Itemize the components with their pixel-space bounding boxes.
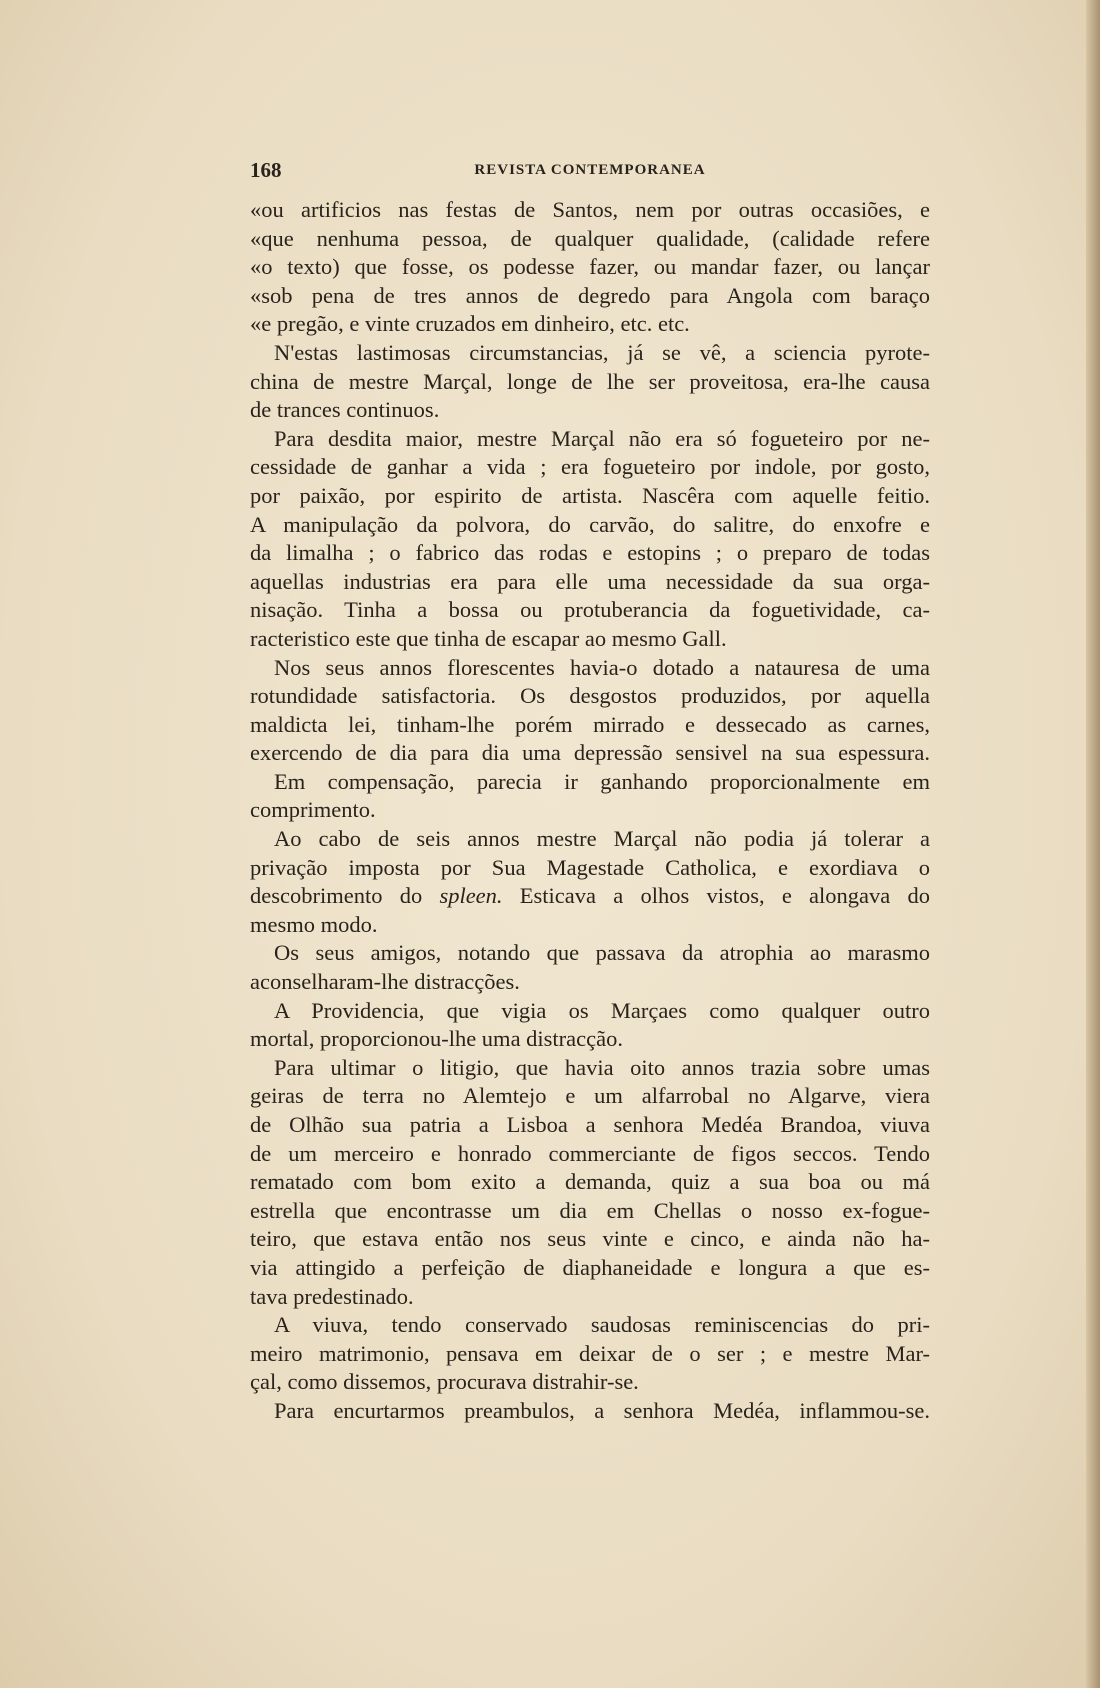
text-line: «o texto) que fosse, os podesse fazer, ou mandar fazer, ou lançar: [250, 254, 930, 280]
text-line: de trances continuos.: [250, 397, 440, 423]
text-line: maldicta lei, tinham-lhe porém mirrado e dessecado as carnes,: [250, 711, 930, 737]
text-line: de Olhão sua patria a Lisboa a senhora Medéa Brandoa, viuva: [250, 1112, 930, 1137]
text-line: çal, como dissemos, procurava distrahir-se.: [250, 1369, 639, 1395]
text-line: de um merceiro e honrado commerciante de figos seccos. Tendo: [250, 1140, 930, 1166]
text-line: Para ultimar o litigio, que havia oito annos trazia sobre umas: [274, 1054, 930, 1080]
text-line: racteristico este que tinha de escapar ao mesmo Gall.: [250, 625, 727, 651]
running-title: REVISTA CONTEMPORANEA: [474, 162, 706, 178]
text-line: «sob pena de tres annos de degredo para Angola com baraço: [250, 282, 930, 308]
text-line: exercendo de dia para dia uma depressão sensivel na sua espessura.: [250, 740, 930, 766]
text-line: tava predestinado.: [250, 1283, 414, 1309]
text-line: aconselharam-lhe distracções.: [250, 969, 520, 995]
text-line: aquellas industrias era para elle uma necessidade da sua orga-: [250, 568, 930, 594]
text-line: rotundidade satisfactoria. Os desgostos produzidos, por aquella: [250, 683, 930, 709]
text-line: Em compensação, parecia ir ganhando proporcionalmente em: [274, 768, 930, 794]
text-line: privação imposta por Sua Magestade Catholica, e exordiava o: [250, 854, 930, 880]
page-edge-shadow: [1086, 0, 1100, 1688]
text-line: comprimento.: [250, 797, 376, 823]
text-line-segment: descobrimento do: [250, 883, 440, 909]
page-header: [250, 158, 930, 188]
text-line: estrella que encontrasse um dia em Chellas o nosso ex-fogue-: [250, 1197, 930, 1223]
text-line: [250, 882, 930, 911]
text-line: mesmo modo.: [250, 911, 378, 937]
text-line: cessidade de ganhar a vida ; era fogueteiro por indole, por gosto,: [250, 454, 930, 480]
text-line: A manipulação da polvora, do carvão, do salitre, do enxofre e: [250, 511, 930, 537]
text-line-segment: Esticava a olhos vistos, e alongava do: [502, 883, 930, 909]
text-line: rematado com bom exito a demanda, quiz a sua boa ou má: [250, 1169, 930, 1195]
text-line: meiro matrimonio, pensava em deixar de o ser ; e mestre Mar-: [250, 1340, 930, 1366]
text-line: nisação. Tinha a bossa ou protuberancia da foguetividade, ca-: [250, 597, 930, 623]
text-line: «que nenhuma pessoa, de qualquer qualidade, (calidade refere: [250, 225, 930, 251]
text-line: A viuva, tendo conservado saudosas reminiscencias do pri-: [274, 1312, 930, 1338]
body-text: [250, 196, 930, 1426]
text-line: china de mestre Marçal, longe de lhe ser proveitosa, era-lhe causa: [250, 368, 930, 394]
text-line: teiro, que estava então nos seus vinte e cinco, e ainda não ha-: [250, 1226, 930, 1252]
italic-word: spleen.: [439, 883, 503, 909]
text-line: Para encurtarmos preambulos, a senhora Medéa, inflammou-se.: [274, 1397, 930, 1423]
text-line: N'estas lastimosas circumstancias, já se vê, a sciencia pyrote-: [274, 339, 930, 365]
text-line: Ao cabo de seis annos mestre Marçal não podia já tolerar a: [274, 826, 930, 852]
text-line: por paixão, por espirito de artista. Nascêra com aquelle feitio.: [250, 482, 930, 508]
text-line: Para desdita maior, mestre Marçal não era só fogueteiro por ne-: [274, 425, 930, 451]
text-line: da limalha ; o fabrico das rodas e estopins ; o preparo de todas: [250, 540, 930, 566]
text-line: mortal, proporcionou-lhe uma distracção.: [250, 1026, 623, 1052]
text-line: «e pregão, e vinte cruzados em dinheiro, etc. etc.: [250, 311, 690, 337]
text-line: A Providencia, que vigia os Marçaes como qualquer outro: [274, 997, 930, 1023]
text-line: Nos seus annos florescentes havia-o dotado a natauresa de uma: [274, 654, 930, 680]
text-line: «ou artificios nas festas de Santos, nem por outras occasiões, e: [250, 197, 930, 222]
text-line: Os seus amigos, notando que passava da atrophia ao marasmo: [274, 940, 930, 966]
text-line: via attingido a perfeição de diaphaneidade e longura a que es-: [250, 1254, 930, 1280]
text-line: geiras de terra no Alemtejo e um alfarrobal no Algarve, viera: [250, 1083, 930, 1109]
page-number: 168: [250, 158, 282, 182]
